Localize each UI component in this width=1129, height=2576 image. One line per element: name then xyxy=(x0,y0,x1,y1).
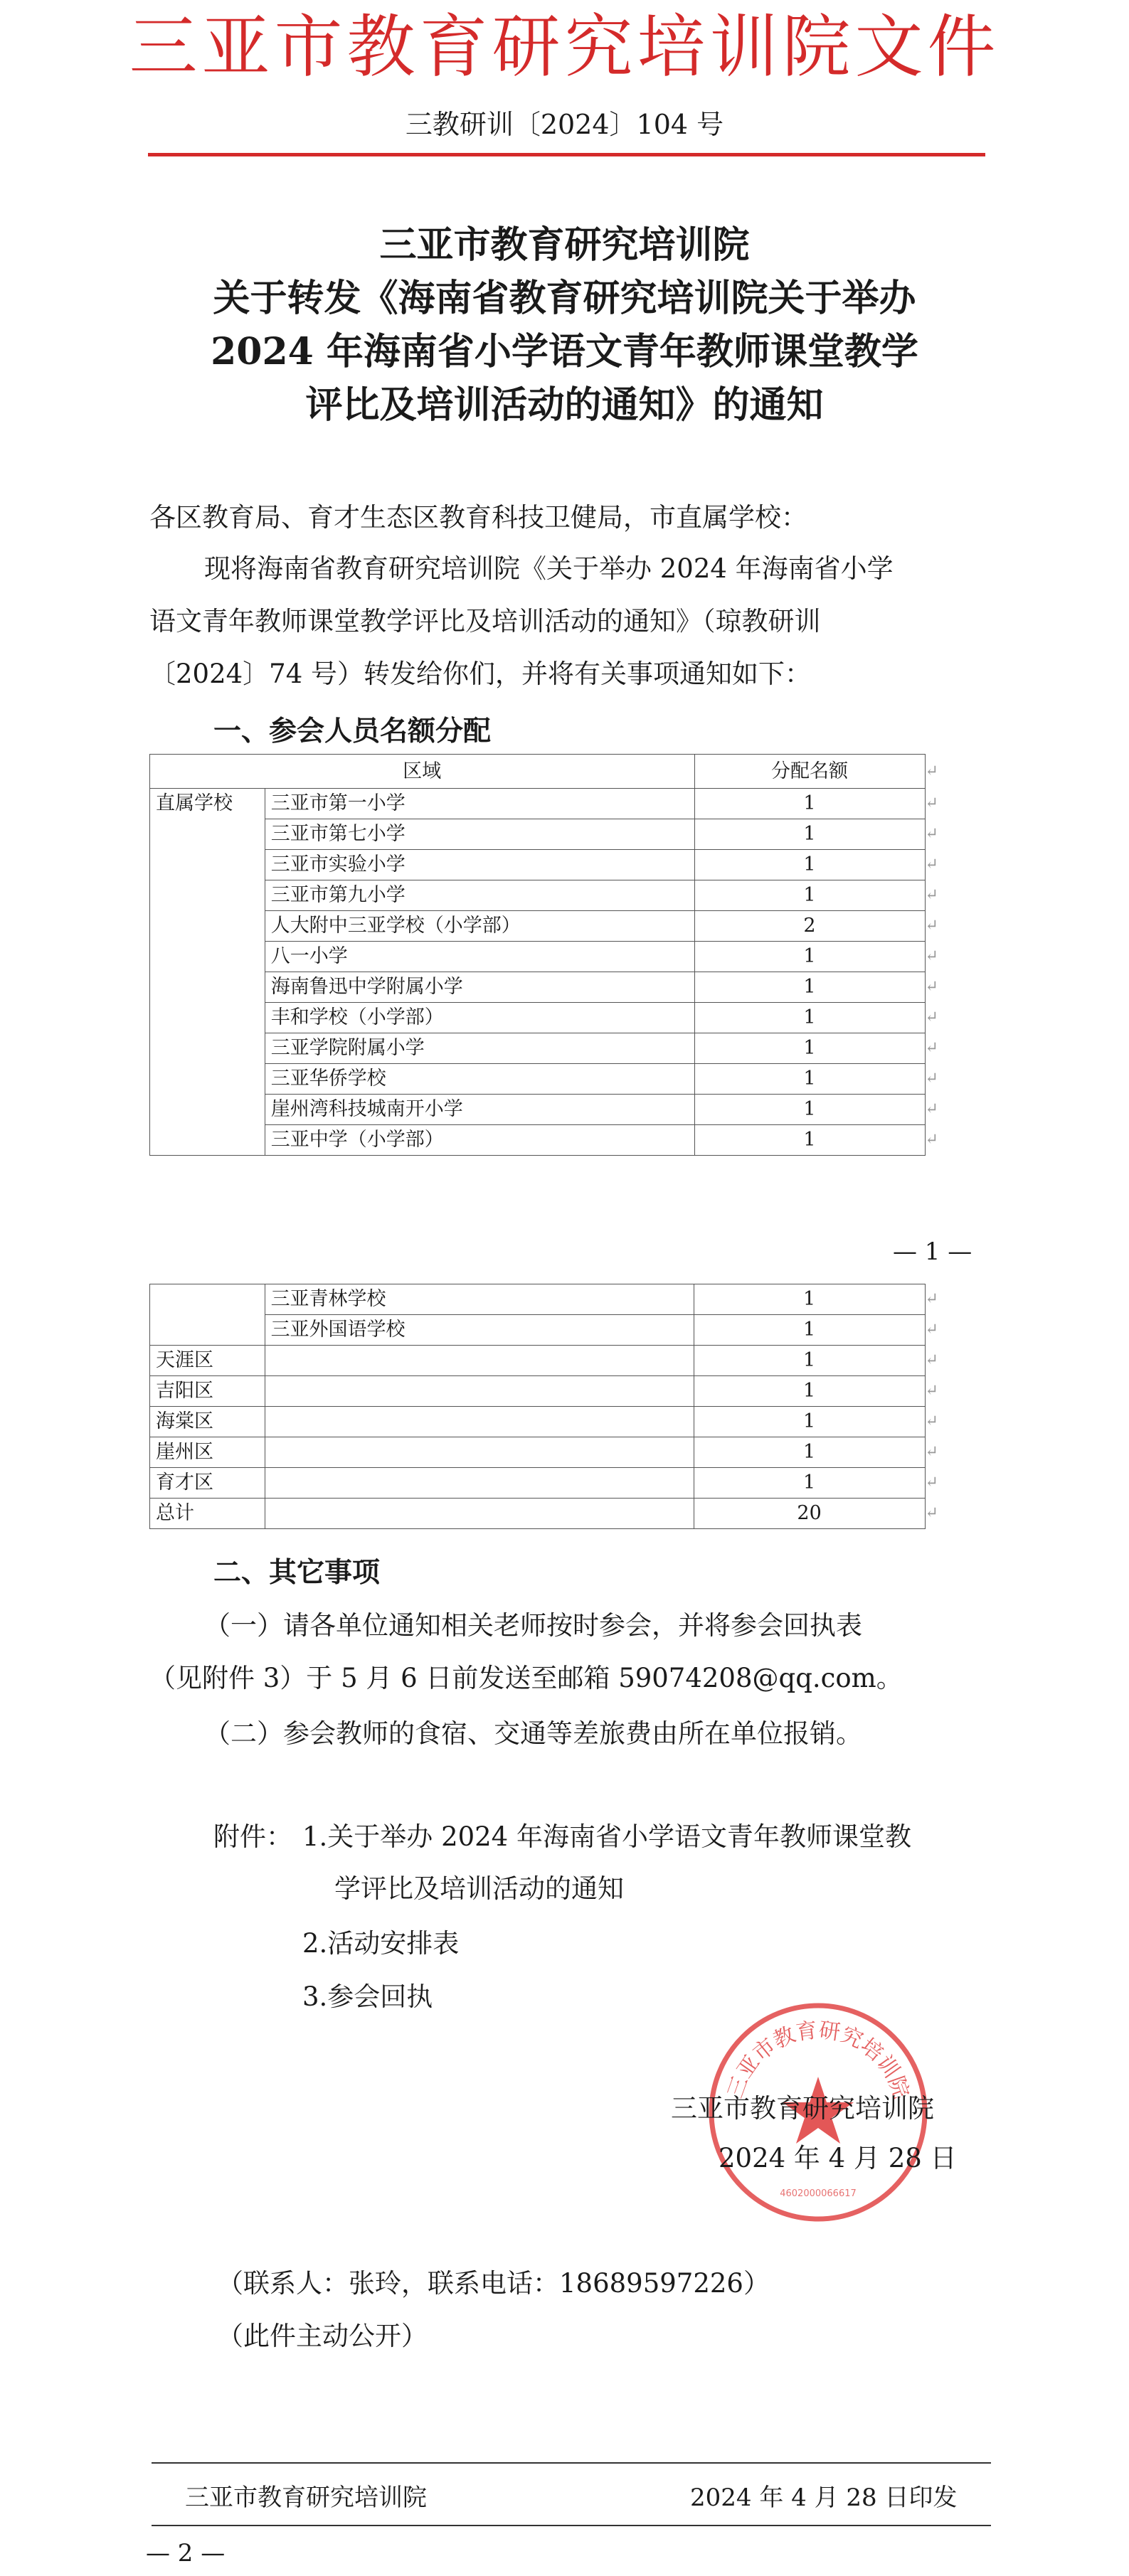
seal-code: 4602000066617 xyxy=(780,2188,857,2199)
school-name: 八一小学 xyxy=(265,942,694,972)
publicity-note: （此件主动公开） xyxy=(217,2321,428,2351)
attachment-2: 2.活动安排表 xyxy=(302,1928,460,1959)
title-line-1: 三亚市教育研究培训院 xyxy=(379,223,750,267)
table-row xyxy=(150,1284,939,1315)
school-name: 三亚学院附属小学 xyxy=(265,1033,694,1064)
quota-column-header: 分配名额 xyxy=(694,755,925,789)
total-value: 20 xyxy=(694,1499,925,1529)
footer-top-rule xyxy=(152,2462,991,2464)
attachment-1-line-2: 学评比及培训活动的通知 xyxy=(334,1873,624,1904)
section-2-heading: 二、其它事项 xyxy=(213,1556,381,1589)
quota-value: 1 xyxy=(694,1284,925,1315)
school-name: 人大附中三亚学校（小学部） xyxy=(265,911,694,942)
quota-value: 1 xyxy=(694,1346,925,1376)
row-end-mark: ↵ xyxy=(925,1100,938,1118)
quota-value: 1 xyxy=(694,1437,925,1468)
empty-cell xyxy=(265,1468,694,1499)
attachment-1-line-1: 1.关于举办 2024 年海南省小学语文青年教师课堂教 xyxy=(302,1821,911,1852)
quota-value: 1 xyxy=(694,1468,925,1499)
row-end-mark: ↵ xyxy=(925,1321,938,1338)
intro-line-3: 〔2024〕74 号）转发给你们，并将有关事项通知如下： xyxy=(149,659,812,689)
school-name: 崖州湾科技城南开小学 xyxy=(265,1095,694,1125)
signature-org: 三亚市教育研究培训院 xyxy=(671,2093,934,2124)
item-1-line-2: （见附件 3）于 5 月 6 日前发送至邮箱 59074208@qq.com。 xyxy=(149,1663,903,1693)
quota-value: 2 xyxy=(694,911,925,942)
table-row xyxy=(150,1125,939,1156)
empty-cell xyxy=(265,1376,694,1407)
quota-table-page-2 xyxy=(149,1284,939,1529)
row-end-mark: ↵ xyxy=(925,1070,938,1087)
title-line-4: 评比及培训活动的通知》的通知 xyxy=(305,383,824,427)
table-row xyxy=(150,1468,939,1499)
table-row xyxy=(150,911,939,942)
intro-line-1: 现将海南省教育研究培训院《关于举办 2024 年海南省小学 xyxy=(204,553,894,584)
district-name: 吉阳区 xyxy=(150,1376,265,1407)
table-row xyxy=(150,850,939,880)
school-name: 三亚外国语学校 xyxy=(265,1315,694,1346)
school-name: 丰和学校（小学部） xyxy=(265,1003,694,1033)
quota-value: 1 xyxy=(694,819,925,850)
district-name: 天涯区 xyxy=(150,1346,265,1376)
row-end-mark: ↵ xyxy=(925,917,938,935)
table-row xyxy=(150,1376,939,1407)
school-name: 海南鲁迅中学附属小学 xyxy=(265,972,694,1003)
row-end-mark: ↵ xyxy=(925,856,938,873)
school-name: 三亚华侨学校 xyxy=(265,1064,694,1095)
total-label: 总计 xyxy=(150,1499,265,1529)
school-name: 三亚市实验小学 xyxy=(265,850,694,880)
table-row xyxy=(150,942,939,972)
signature-date: 2024 年 4 月 28 日 xyxy=(719,2143,957,2173)
district-name: 崖州区 xyxy=(150,1437,265,1468)
empty-cell xyxy=(265,1346,694,1376)
group-direct-schools: 直属学校 xyxy=(150,789,265,1156)
item-2-line: （二）参会教师的食宿、交通等差旅费由所在单位报销。 xyxy=(204,1718,862,1749)
header-red-divider xyxy=(148,153,985,156)
district-name: 育才区 xyxy=(150,1468,265,1499)
title-line-2: 关于转发《海南省教育研究培训院关于举办 xyxy=(213,277,916,320)
table-row xyxy=(150,819,939,850)
row-end-mark: ↵ xyxy=(925,947,938,965)
row-end-mark: ↵ xyxy=(925,1290,938,1308)
page-number-1: — 1 — xyxy=(893,1238,972,1266)
row-end-mark: ↵ xyxy=(925,886,938,904)
row-end-mark: ↵ xyxy=(925,1039,938,1057)
table-row xyxy=(150,880,939,911)
table-header-row xyxy=(150,755,939,789)
quota-value: 1 xyxy=(694,850,925,880)
quota-value: 1 xyxy=(694,972,925,1003)
school-name: 三亚市第七小学 xyxy=(265,819,694,850)
group-direct-schools-continued xyxy=(150,1284,265,1346)
region-column-header: 区域 xyxy=(150,755,695,789)
table-row xyxy=(150,1033,939,1064)
quota-value: 1 xyxy=(694,1095,925,1125)
quota-value: 1 xyxy=(694,880,925,911)
quota-value: 1 xyxy=(694,1033,925,1064)
row-end-mark: ↵ xyxy=(925,1351,938,1369)
title-line-3: 2024 年海南省小学语文青年教师课堂教学 xyxy=(211,330,918,373)
quota-value: 1 xyxy=(694,789,925,819)
quota-value: 1 xyxy=(694,1376,925,1407)
row-end-mark: ↵ xyxy=(925,1131,938,1149)
row-end-mark: ↵ xyxy=(925,825,938,843)
row-end-mark: ↵ xyxy=(925,1412,938,1430)
quota-value: 1 xyxy=(694,1315,925,1346)
document-number: 三教研训〔2024〕104 号 xyxy=(405,109,724,140)
empty-cell xyxy=(265,1499,694,1529)
row-end-mark: ↵ xyxy=(925,762,938,780)
table-row xyxy=(150,1407,939,1437)
district-name: 海棠区 xyxy=(150,1407,265,1437)
empty-cell xyxy=(265,1407,694,1437)
footer-bottom-rule xyxy=(152,2525,991,2526)
table-total-row xyxy=(150,1499,939,1529)
table-row xyxy=(150,1346,939,1376)
school-name: 三亚市第九小学 xyxy=(265,880,694,911)
table-row xyxy=(150,972,939,1003)
quota-value: 1 xyxy=(694,1125,925,1156)
table-row xyxy=(150,1064,939,1095)
table-row xyxy=(150,1095,939,1125)
school-name: 三亚中学（小学部） xyxy=(265,1125,694,1156)
intro-line-2: 语文青年教师课堂教学评比及培训活动的通知》（琼教研训 xyxy=(149,606,821,637)
table-row xyxy=(150,1437,939,1468)
quota-value: 1 xyxy=(694,1064,925,1095)
document-header-title: 三亚市教育研究培训院文件 xyxy=(129,7,1000,87)
row-end-mark: ↵ xyxy=(925,1382,938,1400)
row-end-mark: ↵ xyxy=(925,1008,938,1026)
recipients-line: 各区教育局、育才生态区教育科技卫健局，市直属学校： xyxy=(149,502,807,533)
table-row xyxy=(150,1003,939,1033)
quota-value: 1 xyxy=(694,1407,925,1437)
section-1-heading: 一、参会人员名额分配 xyxy=(213,715,492,747)
row-end-mark: ↵ xyxy=(925,1504,938,1522)
table-row xyxy=(150,789,939,819)
attachments-label: 附件： xyxy=(213,1821,292,1852)
row-end-mark: ↵ xyxy=(925,1474,938,1491)
row-end-mark: ↵ xyxy=(925,794,938,812)
seal-org-text: 三亚市教育研究培训院 xyxy=(722,2018,914,2102)
quota-value: 1 xyxy=(694,942,925,972)
contact-info: （联系人：张玲，联系电话：18689597226） xyxy=(217,2268,770,2299)
table-row xyxy=(150,1315,939,1346)
attachment-3: 3.参会回执 xyxy=(302,1981,433,2012)
school-name: 三亚市第一小学 xyxy=(265,789,694,819)
quota-table-page-1 xyxy=(149,754,939,1156)
footer-org: 三亚市教育研究培训院 xyxy=(185,2484,427,2512)
empty-cell xyxy=(265,1437,694,1468)
school-name: 三亚青林学校 xyxy=(265,1284,694,1315)
quota-value: 1 xyxy=(694,1003,925,1033)
footer-print-date: 2024 年 4 月 28 日印发 xyxy=(690,2484,958,2512)
item-1-line-1: （一）请各单位通知相关老师按时参会，并将参会回执表 xyxy=(204,1610,862,1641)
row-end-mark: ↵ xyxy=(925,1443,938,1461)
row-end-mark: ↵ xyxy=(925,978,938,996)
page-number-2: — 2 — xyxy=(146,2539,226,2567)
